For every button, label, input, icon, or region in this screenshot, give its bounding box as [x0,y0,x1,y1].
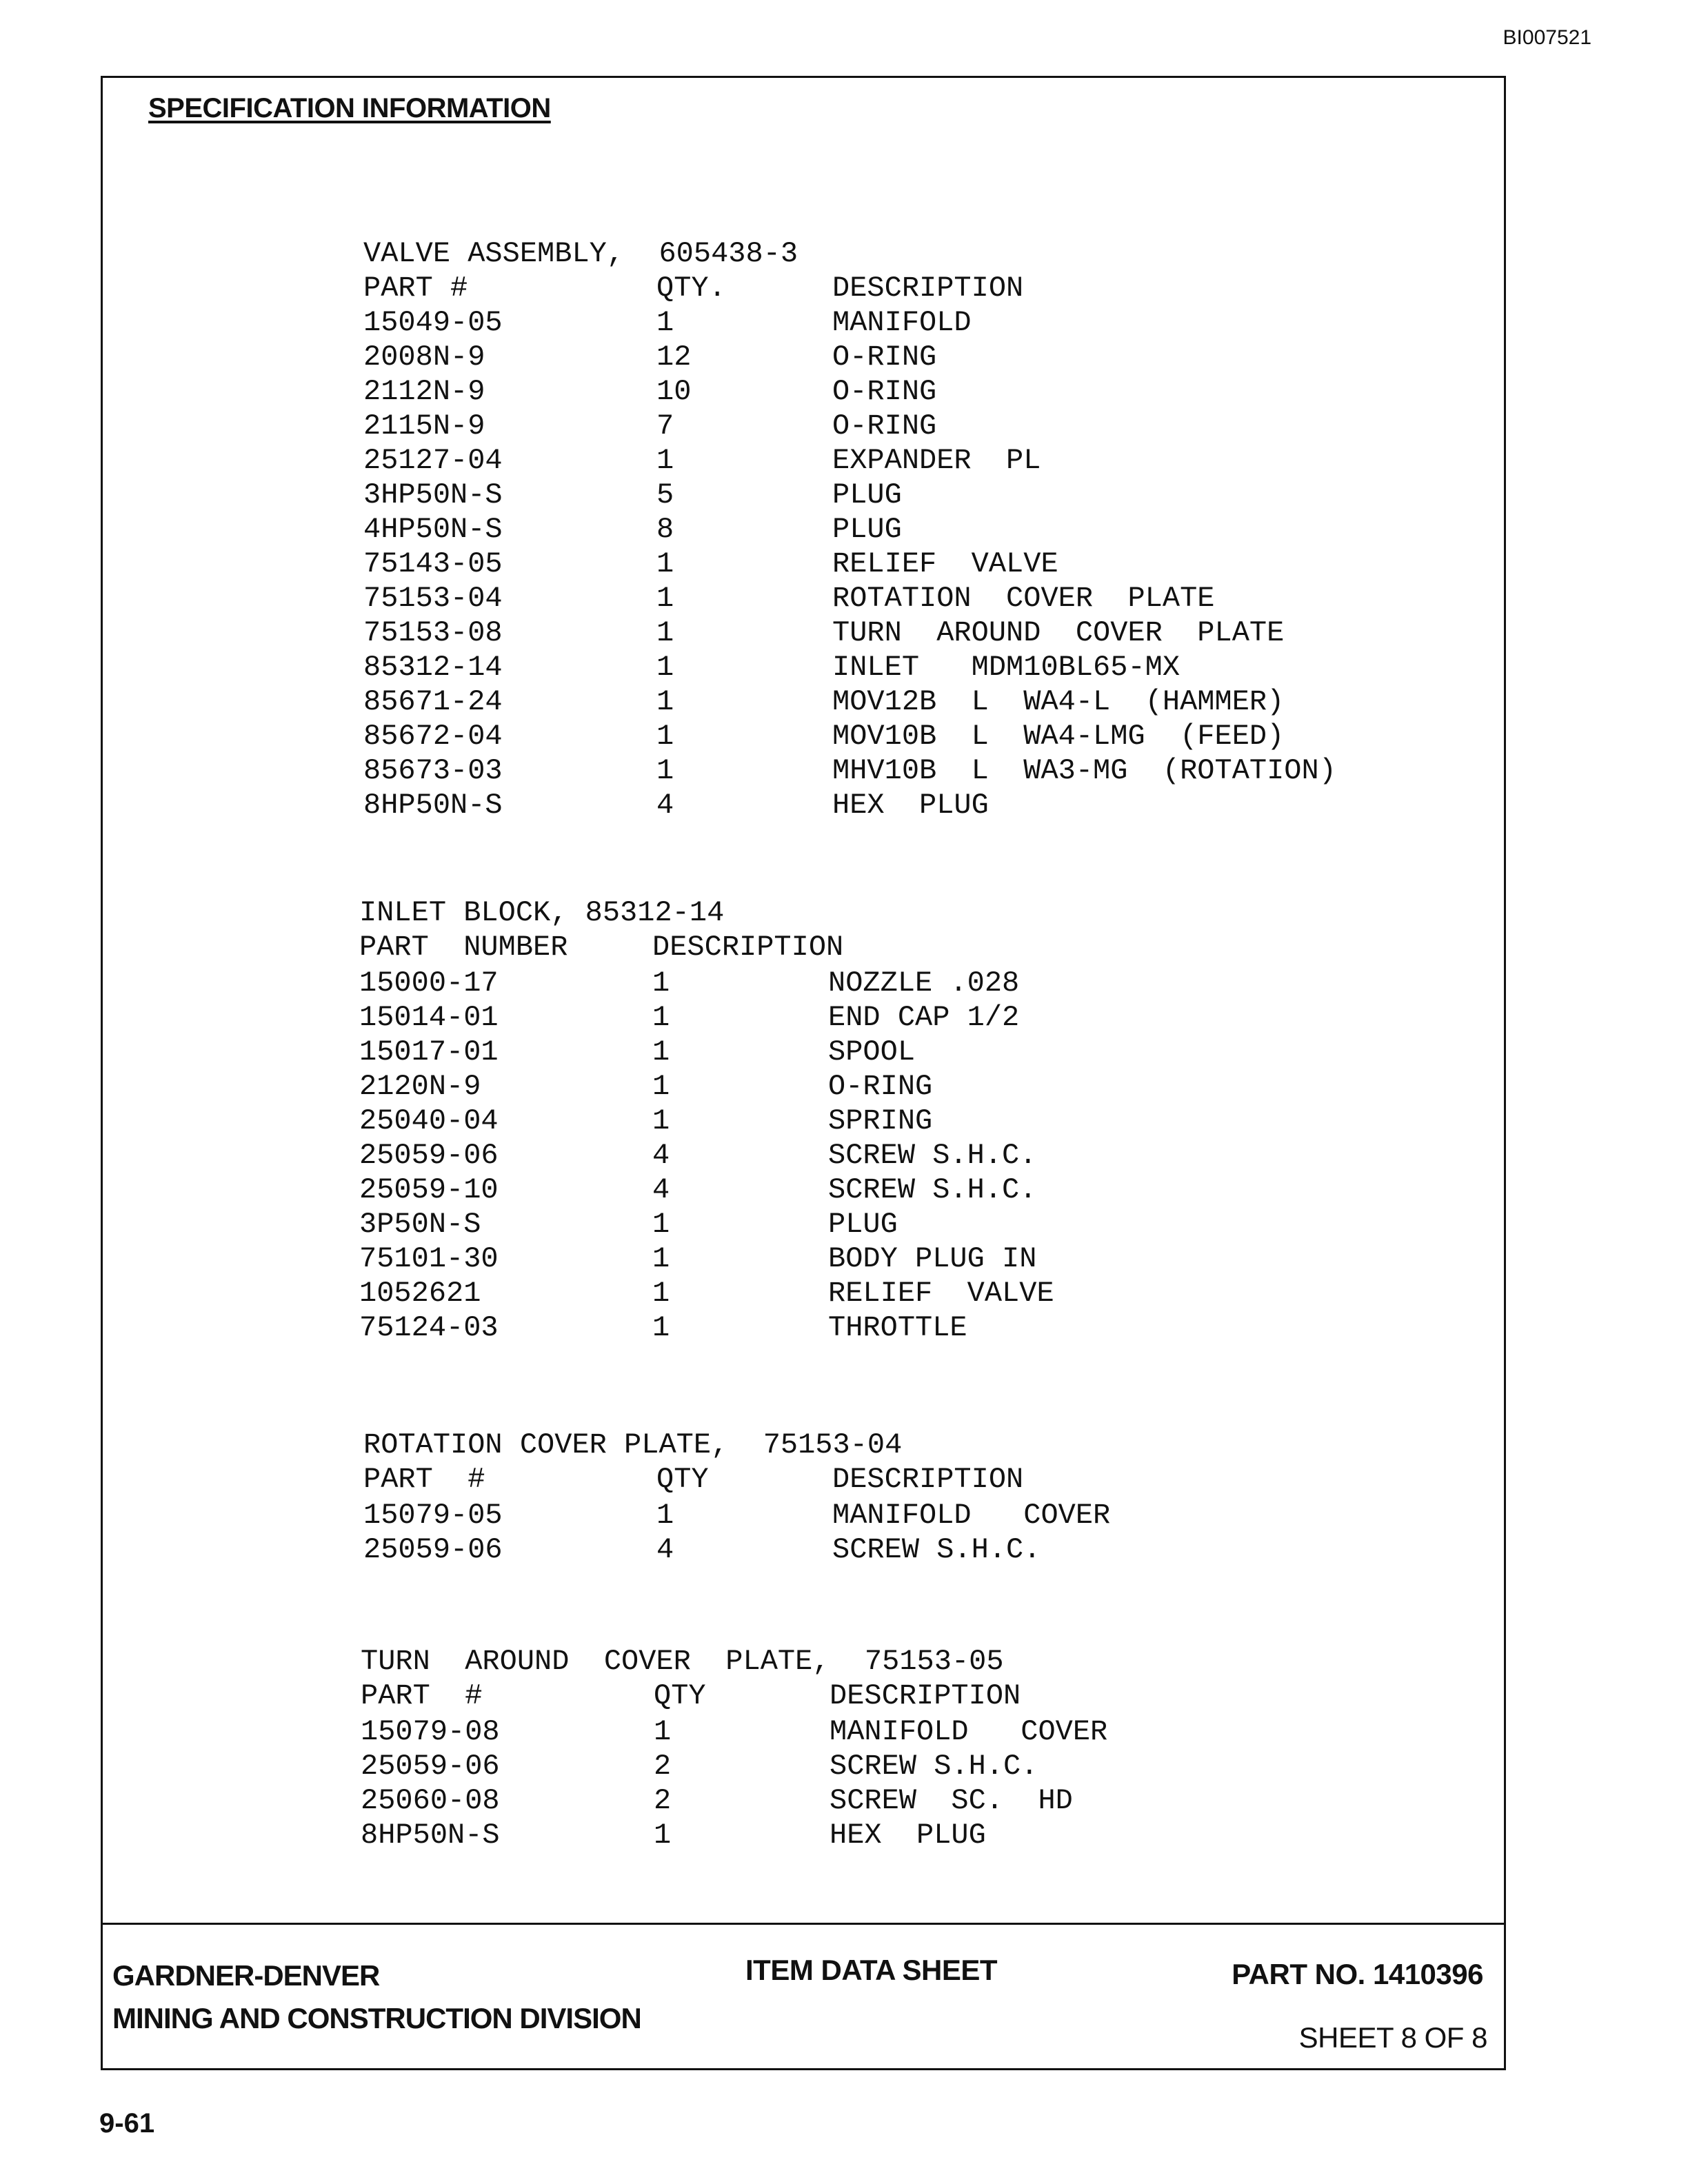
description-cell: RELIEF VALVE [828,1277,1054,1310]
part-number-cell: 25127-04 [363,444,503,477]
part-number-cell: 75153-04 [363,582,503,615]
part-number-cell: 1052621 [359,1277,481,1310]
part-number-cell: 75101-30 [359,1242,499,1275]
part-number-cell: 2115N-9 [363,410,485,443]
quantity-cell: 1 [652,1104,670,1138]
quantity-cell: 1 [656,582,674,615]
quantity-cell: 1 [654,1819,672,1852]
description-cell: EXPANDER PL [832,444,1041,477]
description-cell: INLET MDM10BL65-MX [832,651,1180,684]
part-row [359,1069,933,1104]
parts-list [363,1498,1111,1567]
part-number-cell: 3HP50N-S [363,478,503,512]
column-header-row [363,271,1024,305]
column-header: DESCRIPTION [830,1679,1021,1712]
spec-sheet-frame [101,76,1506,2070]
section-title: INLET BLOCK, 85312-14 [359,896,725,929]
column-header: QTY [656,1463,709,1496]
description-cell: RELIEF VALVE [832,547,1058,580]
part-number-cell: 75143-05 [363,547,503,580]
part-number-cell: 15049-05 [363,306,503,339]
part-row [363,1498,1111,1533]
company-name: GARDNER-DENVER [112,1959,380,1992]
part-number-cell: 85671-24 [363,685,503,718]
description-cell: MANIFOLD [832,306,972,339]
description-cell: BODY PLUG IN [828,1242,1037,1275]
part-number-cell: 25059-10 [359,1173,499,1206]
part-number-cell: 25059-06 [361,1750,500,1783]
page-number: 9-61 [99,2108,155,2138]
part-row [363,547,1058,581]
column-header: PART NUMBER [359,931,568,964]
turn-around-cover-plate-section [361,1644,1108,1852]
description-cell: MOV10B L WA4-LMG (FEED) [832,720,1285,753]
quantity-cell: 1 [654,1715,672,1748]
quantity-cell: 4 [652,1173,670,1206]
description-cell: SCREW S.H.C. [830,1750,1038,1783]
column-header-row [359,930,844,966]
part-number-cell: 2112N-9 [363,375,485,408]
column-header-row [363,1462,1024,1498]
description-cell: SCREW S.H.C. [828,1139,1037,1172]
description-cell: O-RING [832,375,937,408]
parts-list [361,1715,1108,1852]
part-number-cell: 8HP50N-S [363,789,503,822]
description-cell: SPRING [828,1104,933,1138]
quantity-cell: 12 [656,341,692,374]
title-block [103,1923,1504,2068]
part-number-cell: 25060-08 [361,1784,500,1817]
part-number-cell: 15017-01 [359,1035,499,1069]
description-cell: HEX PLUG [832,789,989,822]
description-cell: TURN AROUND COVER PLATE [832,616,1285,649]
part-number-cell: 8HP50N-S [361,1819,500,1852]
description-cell: O-RING [828,1070,933,1103]
quantity-cell: 5 [656,478,674,512]
column-header-row [361,1679,1021,1715]
sheet-type: ITEM DATA SHEET [745,1954,998,1986]
quantity-cell: 4 [656,789,674,822]
part-row [363,788,989,822]
quantity-cell: 1 [652,1208,670,1241]
part-number-cell: 85672-04 [363,720,503,753]
quantity-cell: 8 [656,513,674,546]
section-title: ROTATION COVER PLATE, 75153-04 [363,1428,903,1462]
quantity-cell: 1 [656,547,674,580]
part-number-cell: 15000-17 [359,967,499,1000]
part-number-cell: 75124-03 [359,1311,499,1344]
description-cell: END CAP 1/2 [828,1001,1020,1034]
part-row [359,1276,1054,1311]
column-header: DESCRIPTION [832,1463,1024,1496]
part-row [359,1242,1037,1276]
description-cell: PLUG [832,478,902,512]
column-header: PART # [363,272,468,305]
column-header: DESCRIPTION [652,931,844,964]
quantity-cell: 1 [652,1311,670,1344]
description-cell: THROTTLE [828,1311,967,1344]
quantity-cell: 1 [652,1001,670,1034]
part-row [363,305,972,340]
part-number-cell: 25059-06 [359,1139,499,1172]
description-cell: O-RING [832,410,937,443]
quantity-cell: 1 [656,1499,674,1532]
part-row [359,1173,1037,1207]
description-cell: MANIFOLD COVER [830,1715,1108,1748]
description-cell: SCREW SC. HD [830,1784,1073,1817]
part-row [363,719,1285,754]
part-number-cell: 2008N-9 [363,341,485,374]
quantity-cell: 1 [656,720,674,753]
quantity-cell: 1 [656,754,674,787]
inlet-block-section [359,896,1054,1345]
description-cell: MOV12B L WA4-L (HAMMER) [832,685,1285,718]
part-row [359,1035,916,1069]
column-header: QTY. [656,272,726,305]
description-cell: ROTATION COVER PLATE [832,582,1215,615]
quantity-cell: 2 [654,1750,672,1783]
description-cell: HEX PLUG [830,1819,986,1852]
quantity-cell: 1 [652,1035,670,1069]
part-row [361,1818,1004,1852]
description-cell: PLUG [828,1208,898,1241]
part-number-cell: 2120N-9 [359,1070,481,1103]
description-cell: SCREW S.H.C. [828,1173,1037,1206]
quantity-cell: 4 [652,1139,670,1172]
description-cell: NOZZLE .028 [828,967,1020,1000]
quantity-cell: 1 [652,1070,670,1103]
description-cell: O-RING [832,341,937,374]
part-number-cell: 25059-06 [363,1533,503,1566]
part-number-cell: 15014-01 [359,1001,499,1034]
part-number: PART NO. 1410396 [1232,1958,1483,1990]
part-number-cell: 4HP50N-S [363,513,503,546]
part-row [361,1715,1108,1749]
part-row [359,1138,1037,1173]
quantity-cell: 1 [656,444,674,477]
section-title: TURN AROUND COVER PLATE, 75153-05 [361,1645,1004,1678]
part-row [363,685,1285,719]
quantity-cell: 4 [656,1533,674,1566]
document-code: BI007521 [1503,26,1591,49]
valve-assembly-section [363,236,1336,822]
part-number-cell: 85312-14 [363,651,503,684]
part-row [363,616,1285,650]
part-row [363,340,937,374]
part-row [359,1000,1020,1035]
part-row [363,478,902,512]
part-number-cell: 15079-08 [361,1715,500,1748]
part-row [363,443,1041,478]
part-row [359,1207,898,1242]
quantity-cell: 1 [656,616,674,649]
part-row [361,1749,1038,1783]
parts-list [359,966,1054,1345]
column-header: PART # [361,1679,483,1712]
quantity-cell: 2 [654,1784,672,1817]
division-name: MINING AND CONSTRUCTION DIVISION [112,2002,641,2034]
column-header: PART # [363,1463,485,1496]
quantity-cell: 1 [652,1242,670,1275]
part-row [359,1311,967,1345]
part-number-cell: 85673-03 [363,754,503,787]
header-title: SPECIFICATION INFORMATION [148,93,551,123]
part-number-cell: 15079-05 [363,1499,503,1532]
part-row [363,374,937,409]
part-number-cell: 25040-04 [359,1104,499,1138]
part-row [363,754,1336,788]
part-row [363,650,1180,685]
description-cell: PLUG [832,513,902,546]
quantity-cell: 1 [656,651,674,684]
part-row [359,966,1020,1000]
description-cell: SPOOL [828,1035,916,1069]
quantity-cell: 1 [656,306,674,339]
quantity-cell: 1 [656,685,674,718]
description-cell: MANIFOLD COVER [832,1499,1111,1532]
part-row [363,512,902,547]
sheet-number: SHEET 8 OF 8 [1298,2021,1487,2054]
quantity-cell: 7 [656,410,674,443]
part-row [363,1533,1041,1567]
part-row [363,409,937,443]
quantity-cell: 1 [652,967,670,1000]
part-number-cell: 75153-08 [363,616,503,649]
part-row [359,1104,933,1138]
part-row [361,1783,1073,1818]
section-title: VALVE ASSEMBLY, 605438-3 [363,237,798,270]
rotation-cover-plate-section [363,1428,1111,1567]
column-header: QTY [654,1679,706,1712]
quantity-cell: 10 [656,375,692,408]
part-number-cell: 3P50N-S [359,1208,481,1241]
part-row [363,581,1215,616]
column-header: DESCRIPTION [832,272,1024,305]
quantity-cell: 1 [652,1277,670,1310]
parts-list [363,305,1336,822]
description-cell: MHV10B L WA3-MG (ROTATION) [832,754,1336,787]
description-cell: SCREW S.H.C. [832,1533,1041,1566]
